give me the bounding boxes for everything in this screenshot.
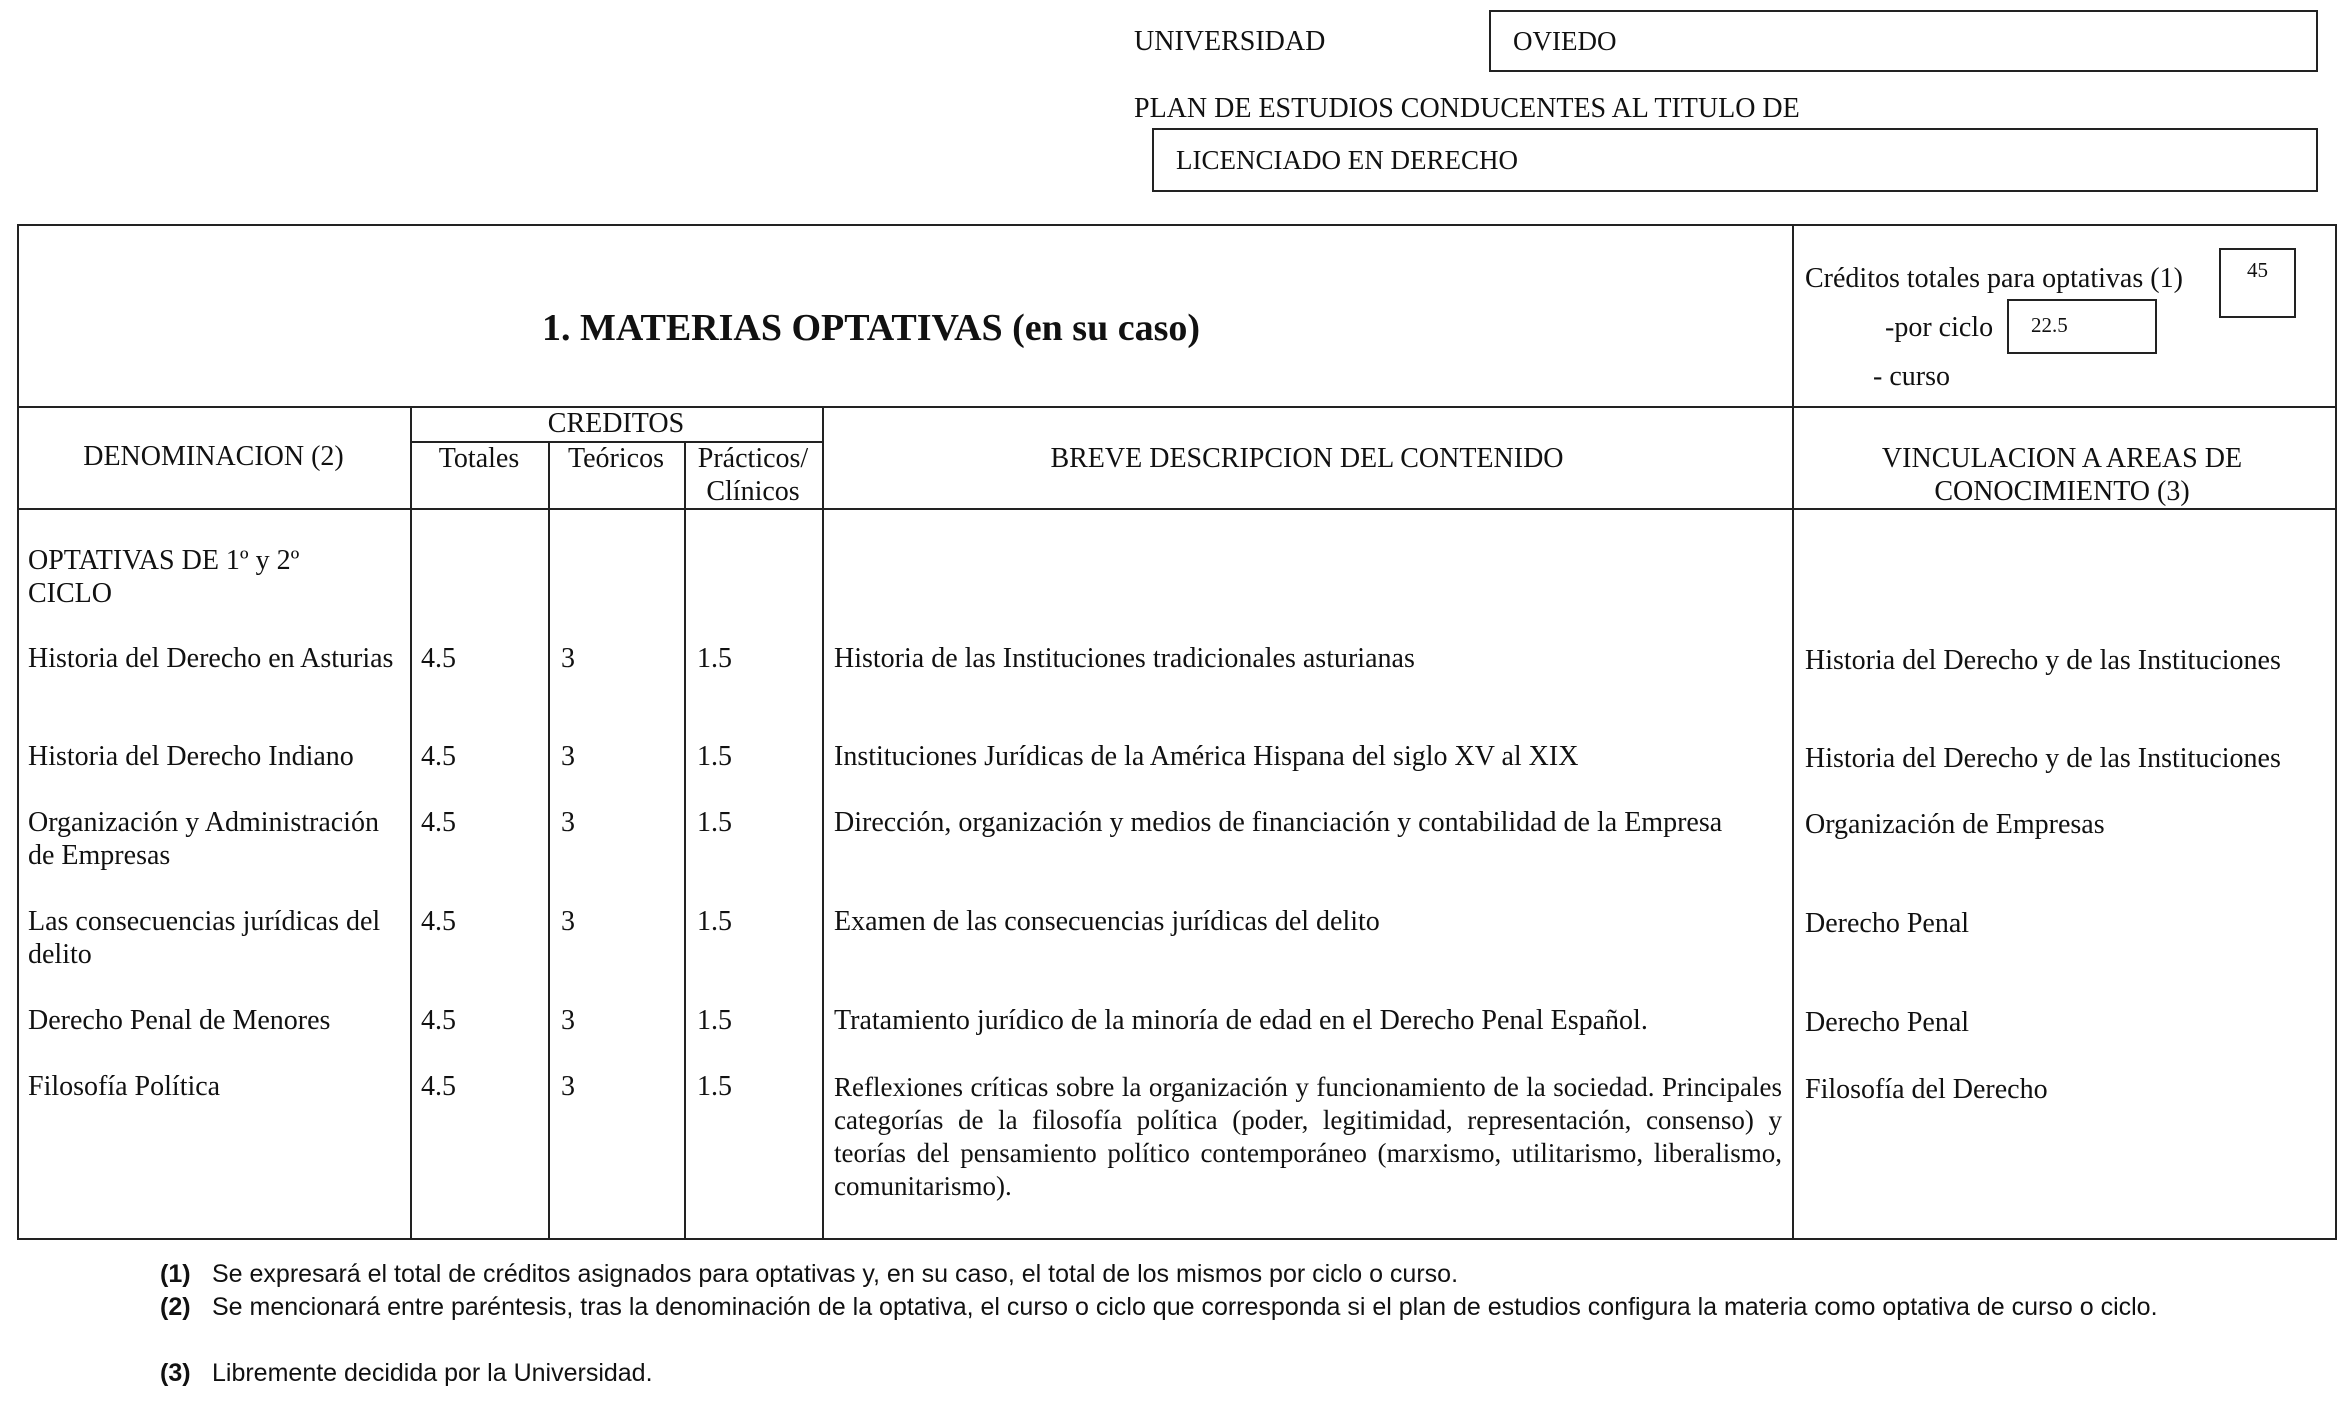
row-name: Historia del Derecho Indiano [28, 741, 354, 772]
row-teoricos: 3 [561, 643, 575, 674]
per-cycle-label: -por ciclo [1885, 312, 1994, 343]
row-practicos: 1.5 [697, 1071, 732, 1102]
row-practicos: 1.5 [697, 906, 732, 937]
footnote-text: Se expresará el total de créditos asignados para optativas y, en su caso, el total de los mismos por ciclo o curso. [212, 1260, 1459, 1288]
footnote-text: Libremente decidida por la Universidad. [212, 1359, 653, 1387]
university-value: OVIEDO [1513, 25, 1617, 56]
footnote [160, 1291, 2190, 1324]
row-name: Historia del Derecho en Asturias [28, 643, 394, 674]
row-descripcion: Instituciones Jurídicas de la América Hispana del siglo XV al XIX [834, 741, 1579, 772]
degree-title-value: LICENCIADO EN DERECHO [1176, 144, 1518, 175]
row-descripcion: Examen de las consecuencias jurídicas del delito [834, 906, 1380, 937]
footnote [160, 1357, 2190, 1390]
footnote-number: (2) [160, 1293, 191, 1321]
footnote [160, 1258, 2190, 1291]
practicos-column-divider [684, 441, 686, 1240]
col-teoricos: Teóricos [567, 443, 664, 474]
row-totales: 4.5 [421, 741, 456, 772]
header-divider [17, 406, 2337, 408]
col-descripcion: BREVE DESCRIPCION DEL CONTENIDO [1050, 443, 1564, 474]
descripcion-column-divider [822, 406, 824, 1240]
section-title: 1. MATERIAS OPTATIVAS (en su caso) [542, 307, 1201, 349]
col-totales: Totales [438, 443, 520, 474]
row-descripcion: Historia de las Instituciones tradicionales asturianas [834, 643, 1415, 674]
row-area: Derecho Penal [1805, 1007, 1970, 1038]
col-denominacion: DENOMINACION (2) [83, 441, 344, 472]
row-descripcion: Dirección, organización y medios de financiación y contabilidad de la Empresa [834, 807, 1723, 838]
row-teoricos: 3 [561, 741, 575, 772]
row-practicos: 1.5 [697, 1005, 732, 1036]
row-name: Derecho Penal de Menores [28, 1005, 331, 1036]
row-practicos: 1.5 [697, 741, 732, 772]
credits-total-value: 45 [2247, 258, 2268, 282]
row-descripcion: Tratamiento jurídico de la minoría de edad en el Derecho Penal Español. [834, 1005, 1648, 1036]
row-teoricos: 3 [561, 1005, 575, 1036]
row-descripcion: Reflexiones críticas sobre la organización y funcionamiento de la sociedad. Principales categorías de la filosofía política (poder, legitimidad, representación, consenso) y teorías del pensamiento político contemporáneo (marxismo, utilitarismo, liberalismo, comunitarismo). [834, 1072, 1782, 1201]
column-header-divider [17, 508, 2337, 510]
row-totales: 4.5 [421, 906, 456, 937]
row-area: Filosofía del Derecho [1805, 1074, 2048, 1105]
row-teoricos: 3 [561, 906, 575, 937]
footnote-text: Se mencionará entre paréntesis, tras la denominación de la optativa, el curso o ciclo que corresponda si el plan de estudios configura la materia como optativa de curso o ciclo. [212, 1293, 2158, 1321]
col-vinculacion: VINCULACION A AREAS DE CONOCIMIENTO (3) [1881, 443, 2243, 507]
row-totales: 4.5 [421, 807, 456, 838]
row-practicos: 1.5 [697, 643, 732, 674]
plan-label: PLAN DE ESTUDIOS CONDUCENTES AL TITULO DE [1134, 93, 1800, 124]
row-area: Organización de Empresas [1805, 809, 2105, 840]
row-totales: 4.5 [421, 1005, 456, 1036]
row-name: Organización y Administración de Empresas [28, 807, 379, 871]
row-teoricos: 3 [561, 1071, 575, 1102]
university-field [1489, 10, 2318, 72]
group-label: OPTATIVAS DE 1º y 2º CICLO [28, 545, 300, 609]
row-totales: 4.5 [421, 643, 456, 674]
row-area: Historia del Derecho y de las Instituciones [1805, 743, 2281, 774]
row-totales: 4.5 [421, 1071, 456, 1102]
credits-total-box [2219, 248, 2296, 318]
col-creditos: CREDITOS [547, 408, 685, 439]
teoricos-column-divider [548, 441, 550, 1240]
degree-title-field [1152, 128, 2318, 192]
row-name: Las consecuencias jurídicas del delito [28, 906, 381, 970]
totales-column-divider [410, 406, 412, 1240]
row-practicos: 1.5 [697, 807, 732, 838]
area-column-divider [1792, 224, 1794, 1240]
row-name: Filosofía Política [28, 1071, 221, 1102]
credits-total-label: Créditos totales para optativas (1) [1805, 263, 2183, 294]
row-teoricos: 3 [561, 807, 575, 838]
footnote-number: (1) [160, 1260, 191, 1288]
row-area: Derecho Penal [1805, 908, 1970, 939]
per-course-label: - curso [1873, 361, 1950, 392]
per-cycle-box [2007, 299, 2157, 354]
footnote-number: (3) [160, 1359, 191, 1387]
row-area: Historia del Derecho y de las Instituciones [1805, 645, 2281, 676]
university-label: UNIVERSIDAD [1134, 26, 1326, 57]
col-practicos: Prácticos/ Clínicos [697, 443, 809, 507]
per-cycle-value: 22.5 [2031, 313, 2068, 337]
